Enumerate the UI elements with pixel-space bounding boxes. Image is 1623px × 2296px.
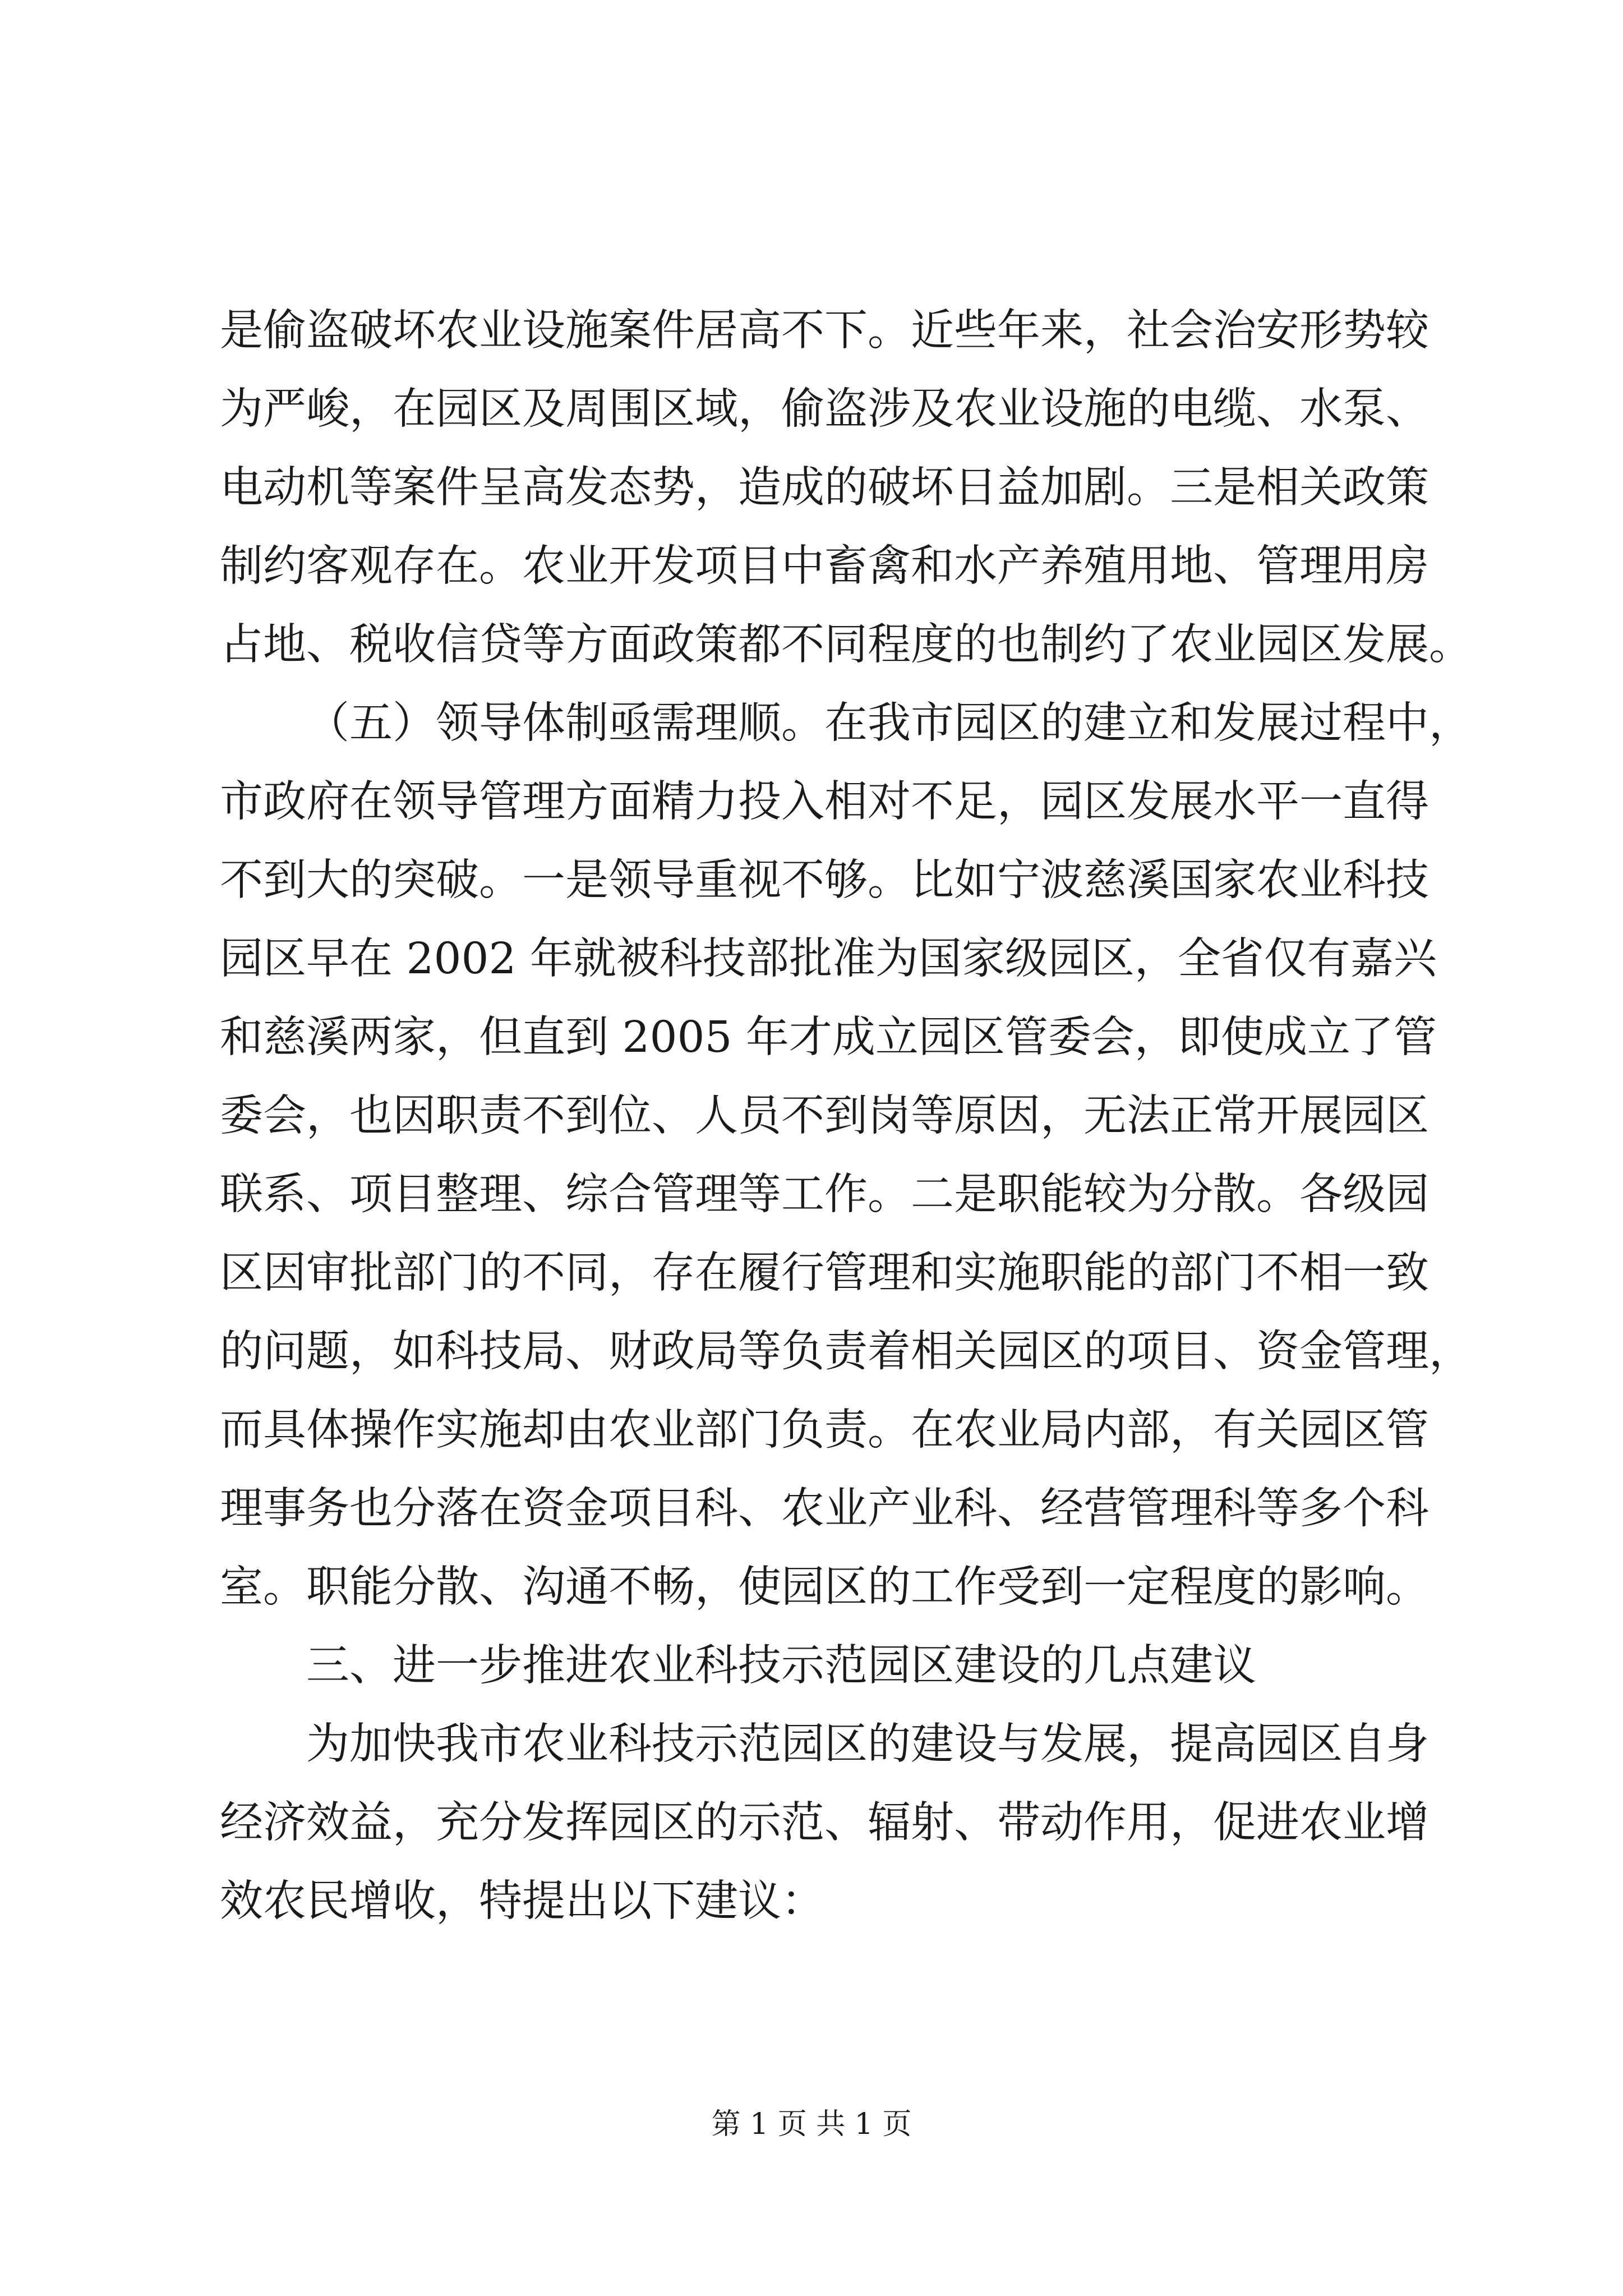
text-line: 园区早在 2002 年就被科技部批准为国家级园区，全省仅有嘉兴 bbox=[220, 934, 1437, 984]
text-line: 三、进一步推进农业科技示范园区建设的几点建议 bbox=[306, 1641, 1256, 1691]
text-line: 为加快我市农业科技示范园区的建设与发展，提高园区自身 bbox=[306, 1719, 1429, 1769]
text-line: 制约客观存在。农业开发项目中畜禽和水产养殖用地、管理用房 bbox=[220, 541, 1429, 591]
text-line: 而具体操作实施却由农业部门负责。在农业局内部，有关园区管 bbox=[220, 1405, 1429, 1455]
text-line: 是偷盗破坏农业设施案件居高不下。近些年来，社会治安形势较 bbox=[220, 306, 1429, 356]
text-line: 区因审批部门的不同，存在履行管理和实施职能的部门不相一致 bbox=[220, 1248, 1429, 1298]
text-line: 的问题，如科技局、财政局等负责着相关园区的项目、资金管理， bbox=[220, 1327, 1472, 1377]
text-line: 室。职能分散、沟通不畅，使园区的工作受到一定程度的影响。 bbox=[220, 1562, 1429, 1612]
text-line: 为严峻，在园区及周围区域，偷盗涉及农业设施的电缆、水泵、 bbox=[220, 384, 1429, 434]
page-footer: 第 1 页 共 1 页 bbox=[711, 2108, 912, 2141]
text-line: 和慈溪两家，但直到 2005 年才成立园区管委会，即使成立了管 bbox=[220, 1013, 1437, 1062]
text-line: 理事务也分落在资金项目科、农业产业科、经营管理科等多个科 bbox=[220, 1484, 1429, 1534]
text-line: 委会，也因职责不到位、人员不到岗等原因，无法正常开展园区 bbox=[220, 1091, 1429, 1141]
text-line: 占地、税收信贷等方面政策都不同程度的也制约了农业园区发展。 bbox=[220, 620, 1472, 670]
document-body bbox=[220, 292, 1472, 1941]
text-line: 电动机等案件呈高发态势，造成的破坏日益加剧。三是相关政策 bbox=[220, 463, 1429, 513]
text-line: （五）领导体制亟需理顺。在我市园区的建立和发展过程中， bbox=[306, 698, 1472, 748]
text-line: 经济效益，充分发挥园区的示范、辐射、带动作用，促进农业增 bbox=[220, 1798, 1429, 1848]
text-line: 市政府在领导管理方面精力投入相对不足，园区发展水平一直得 bbox=[220, 777, 1429, 827]
text-line: 不到大的突破。一是领导重视不够。比如宁波慈溪国家农业科技 bbox=[220, 855, 1429, 905]
text-line: 效农民增收，特提出以下建议： bbox=[220, 1876, 824, 1926]
text-line: 联系、项目整理、综合管理等工作。二是职能较为分散。各级园 bbox=[220, 1170, 1429, 1220]
